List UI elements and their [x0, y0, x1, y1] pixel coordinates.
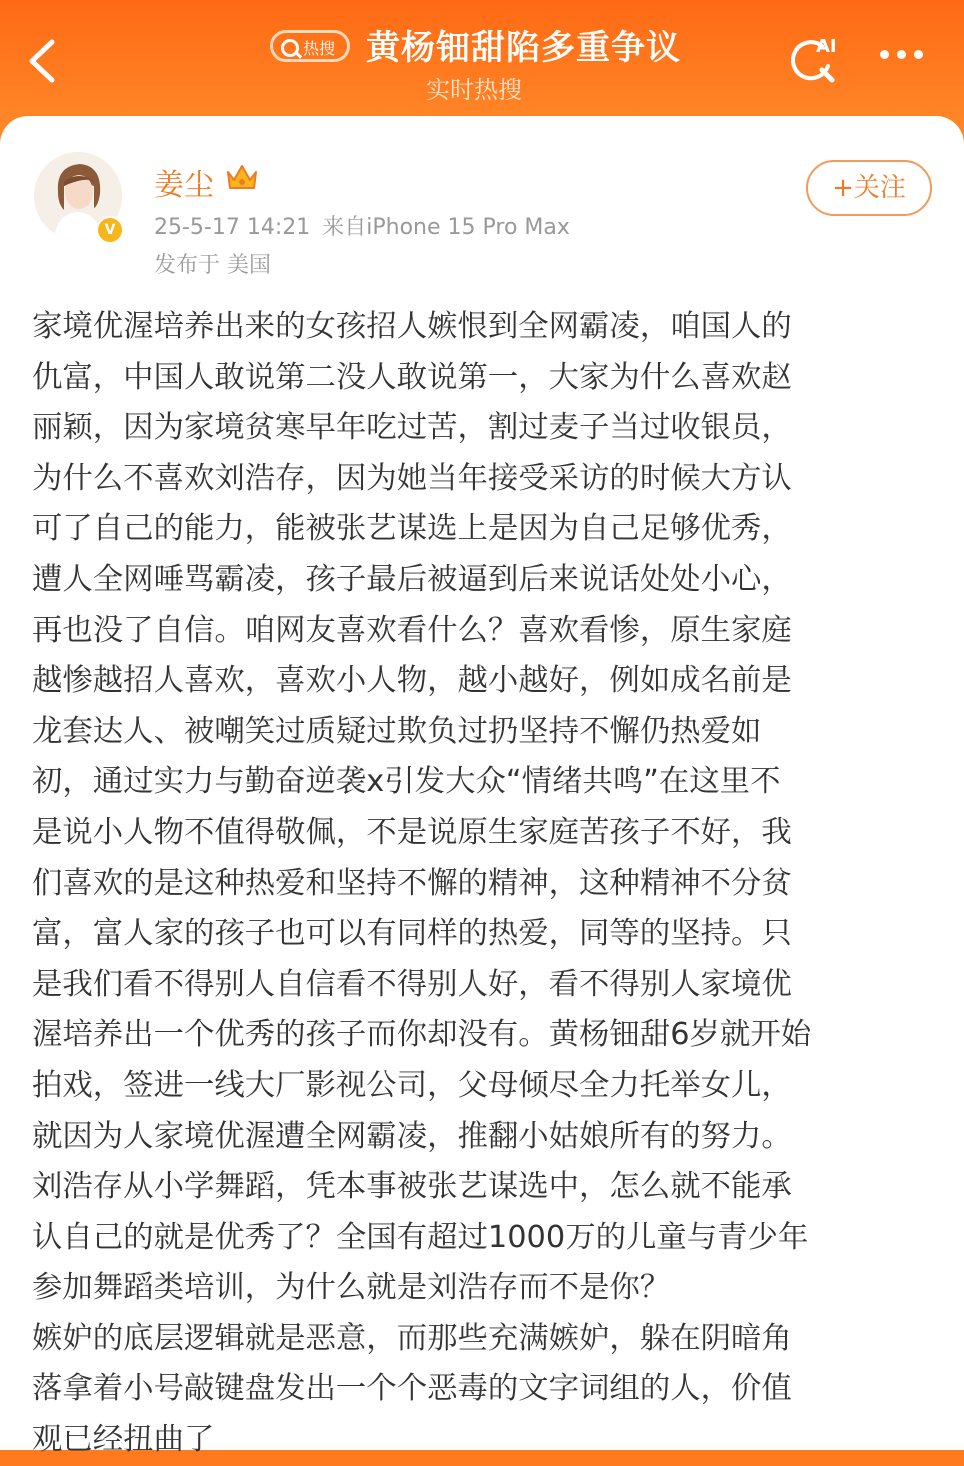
post-text-line: 为什么不喜欢刘浩存，因为她当年接受采访的时候大方认	[32, 460, 792, 496]
post-text-line: 观已经扭曲了	[32, 1422, 215, 1458]
post-text-line: 刘浩存从小学舞蹈，凭本事被张艺谋选中，怎么就不能承	[32, 1169, 792, 1205]
ai-search-button[interactable]	[786, 32, 842, 88]
post-text-line: 遭人全网唾骂霸凌，孩子最后被逼到后来说话处处小心，	[32, 561, 792, 597]
more-dots-icon	[914, 50, 923, 59]
post-card	[0, 116, 964, 1458]
more-dots-icon	[897, 50, 906, 59]
chevron-left-icon	[22, 36, 62, 86]
post-text-line: 是我们看不得别人自信看不得别人好，看不得别人家境优	[32, 966, 792, 1002]
post-text-line: 丽颖，因为家境贫寒早年吃过苦，割过麦子当过收银员，	[32, 410, 792, 446]
post-location: 发布于 美国	[154, 253, 271, 278]
post-text	[32, 302, 938, 1466]
follow-button[interactable]: +关注	[806, 160, 932, 216]
post-text-line: 可了自己的能力，能被张艺谋选上是因为自己足够优秀，	[32, 511, 792, 547]
post-text-line: 认自己的就是优秀了？全国有超过1000万的儿童与青少年	[32, 1219, 809, 1255]
page-title: 黄杨钿甜陷多重争议	[366, 28, 681, 68]
header-title-group	[270, 20, 710, 110]
post-text-line: 是说小人物不值得敬佩，不是说原生家庭苦孩子不好，我	[32, 814, 792, 850]
post-timestamp: 25-5-17 14:21	[154, 215, 311, 240]
ai-label: AI	[816, 36, 837, 57]
post-text-line: 嫉妒的底层逻辑就是恶意，而那些充满嫉妒，躲在阴暗角	[32, 1320, 792, 1356]
crown-icon[interactable]	[224, 162, 260, 192]
post-text-line: 再也没了自信。咱网友喜欢看什么？喜欢看惨，原生家庭	[32, 612, 792, 648]
search-icon	[281, 39, 299, 57]
back-button[interactable]	[22, 36, 62, 86]
post-source: 来自iPhone 15 Pro Max	[322, 215, 570, 240]
post-text-line: 家境优渥培养出来的女孩招人嫉恨到全网霸凌，咱国人的	[32, 309, 792, 344]
more-dots-icon	[880, 50, 889, 59]
post-text-line: 落拿着小号敲键盘发出一个个恶毒的文字词组的人，价值	[32, 1371, 792, 1407]
post-text-line: 渥培养出一个优秀的孩子而你却没有。黄杨钿甜6岁就开始	[32, 1017, 812, 1053]
post-text-line: 仇富，中国人敢说第二没人敢说第一，大家为什么喜欢赵	[32, 359, 792, 395]
hot-search-badge[interactable]	[270, 30, 350, 62]
more-button[interactable]	[880, 44, 940, 74]
verified-v-icon: V	[96, 216, 124, 244]
post-text-line: 参加舞蹈类培训，为什么就是刘浩存而不是你？	[32, 1270, 671, 1306]
post-text-line: 就因为人家境优渥遭全网霸凌，推翻小姑娘所有的努力。	[32, 1118, 792, 1154]
ai-search-icon	[786, 32, 842, 88]
page-subtitle: 实时热搜	[426, 76, 522, 104]
post-text-line: 龙套达人、被嘲笑过质疑过欺负过扔坚持不懈仍热爱如	[32, 713, 762, 749]
post-text-line: 初，通过实力与勤奋逆袭x引发大众“情绪共鸣”在这里不	[32, 764, 781, 800]
post-text-line: 越惨越招人喜欢，喜欢小人物，越小越好，例如成名前是	[32, 663, 792, 699]
hot-badge-label: 热搜	[303, 39, 336, 58]
post-text-line: 富，富人家的孩子也可以有同样的热爱，同等的坚持。只	[32, 916, 792, 952]
post-text-line: 们喜欢的是这种热爱和坚持不懈的精神，这种精神不分贫	[32, 865, 792, 901]
post-meta	[154, 210, 570, 241]
post-text-line: 拍戏，签进一线大厂影视公司，父母倾尽全力托举女儿，	[32, 1067, 792, 1103]
author-name[interactable]: 姜尘	[154, 168, 214, 203]
